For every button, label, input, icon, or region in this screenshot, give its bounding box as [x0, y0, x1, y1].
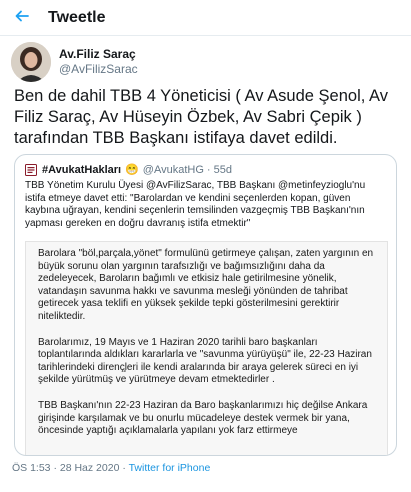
quoted-tweet-header — [15, 155, 396, 176]
document-icon — [25, 164, 37, 176]
tweet-source-link[interactable]: Twitter for iPhone — [128, 462, 211, 474]
avatar[interactable] — [11, 42, 51, 82]
author-handle[interactable]: @AvFilizSarac — [59, 62, 138, 76]
tweet-footer — [12, 462, 210, 474]
attached-document-image[interactable] — [25, 241, 388, 456]
tweet-time: ÖS 1:53 — [12, 462, 51, 474]
tweet-date[interactable]: 28 Haz 2020 — [59, 462, 120, 474]
document-paragraph: TBB Başkanı'nın 22-23 Haziran da Baro başkanlarımızı hiç değilse Ankara girişinde karşılamak ve bu onurlu mücadeleye destek vermek bir yana, öncesinde yaptığı açıklamalarla yapılanı yok farz ettirmeye — [38, 399, 368, 437]
tweet-author[interactable] — [11, 42, 138, 82]
quoted-tweet-text: TBB Yönetim Kurulu Üyesi @AvFilizSarac, TBB Başkanı @metinfeyzioglu'nu istifa etmeye davet etti: "Barolardan ve kendini seçenlerden kopan, güven kaybına uğrayan, kendini seçenlerin temsilinden vazgeçmiş TBB Başkanı'nın yapması gereken en doğru davranış istifa etmektir" — [25, 180, 366, 229]
page-title: Tweetle — [48, 8, 106, 26]
quoted-time: 55d — [213, 163, 232, 176]
quoted-tweet[interactable] — [14, 154, 397, 456]
document-paragraph: Barolara "böl,parçala,yönet" formulünü getirmeye çalışan, zaten yargının en büyük sorunu olan yargının tarafsızlığı ve bağımsızlığını daha da zedeleyecek, Baroların bağımlı ve etkisiz hale getirilmesine yönelik, vatandaşın savunma hakkı ve savunma mesleği yönünden de tahribat getirecek yasa teklifi en yüksek şekilde tepki gösterilmesini gerektirir niteliktedir. — [38, 248, 374, 322]
tweet-text: Ben de dahil TBB 4 Yöneticisi ( Av Asude Şenol, Av Filiz Saraç, Av Hüseyin Özbek, Av Sabri Çepik ) tarafından TBB Başkanı istifaya davet edildi. — [14, 87, 388, 147]
top-bar — [0, 0, 411, 36]
document-paragraph: Barolarımız, 19 Mayıs ve 1 Haziran 2020 tarihli baro başkanları toplantılarında aldıkları kararlarla ve "savunma yürüyüşü" ile, 22-23 Haziran tarihlerindeki direnç̧leri ile kendi aralarında bir araya gelerek süreci en iyi şekilde yürütmüş ve yürütmeye devam etmektedirler . — [38, 336, 372, 386]
separator-dot: · — [206, 163, 211, 176]
separator-dot: · — [122, 462, 126, 474]
quoted-display-name[interactable]: #AvukatHakları — [42, 163, 122, 176]
grin-emoji-icon: 😁 — [125, 164, 139, 176]
quoted-handle[interactable]: @AvukatHG — [142, 163, 204, 176]
back-arrow-icon[interactable] — [14, 8, 48, 27]
author-display-name[interactable]: Av.Filiz Saraç — [59, 47, 136, 61]
separator-dot: · — [53, 462, 57, 474]
